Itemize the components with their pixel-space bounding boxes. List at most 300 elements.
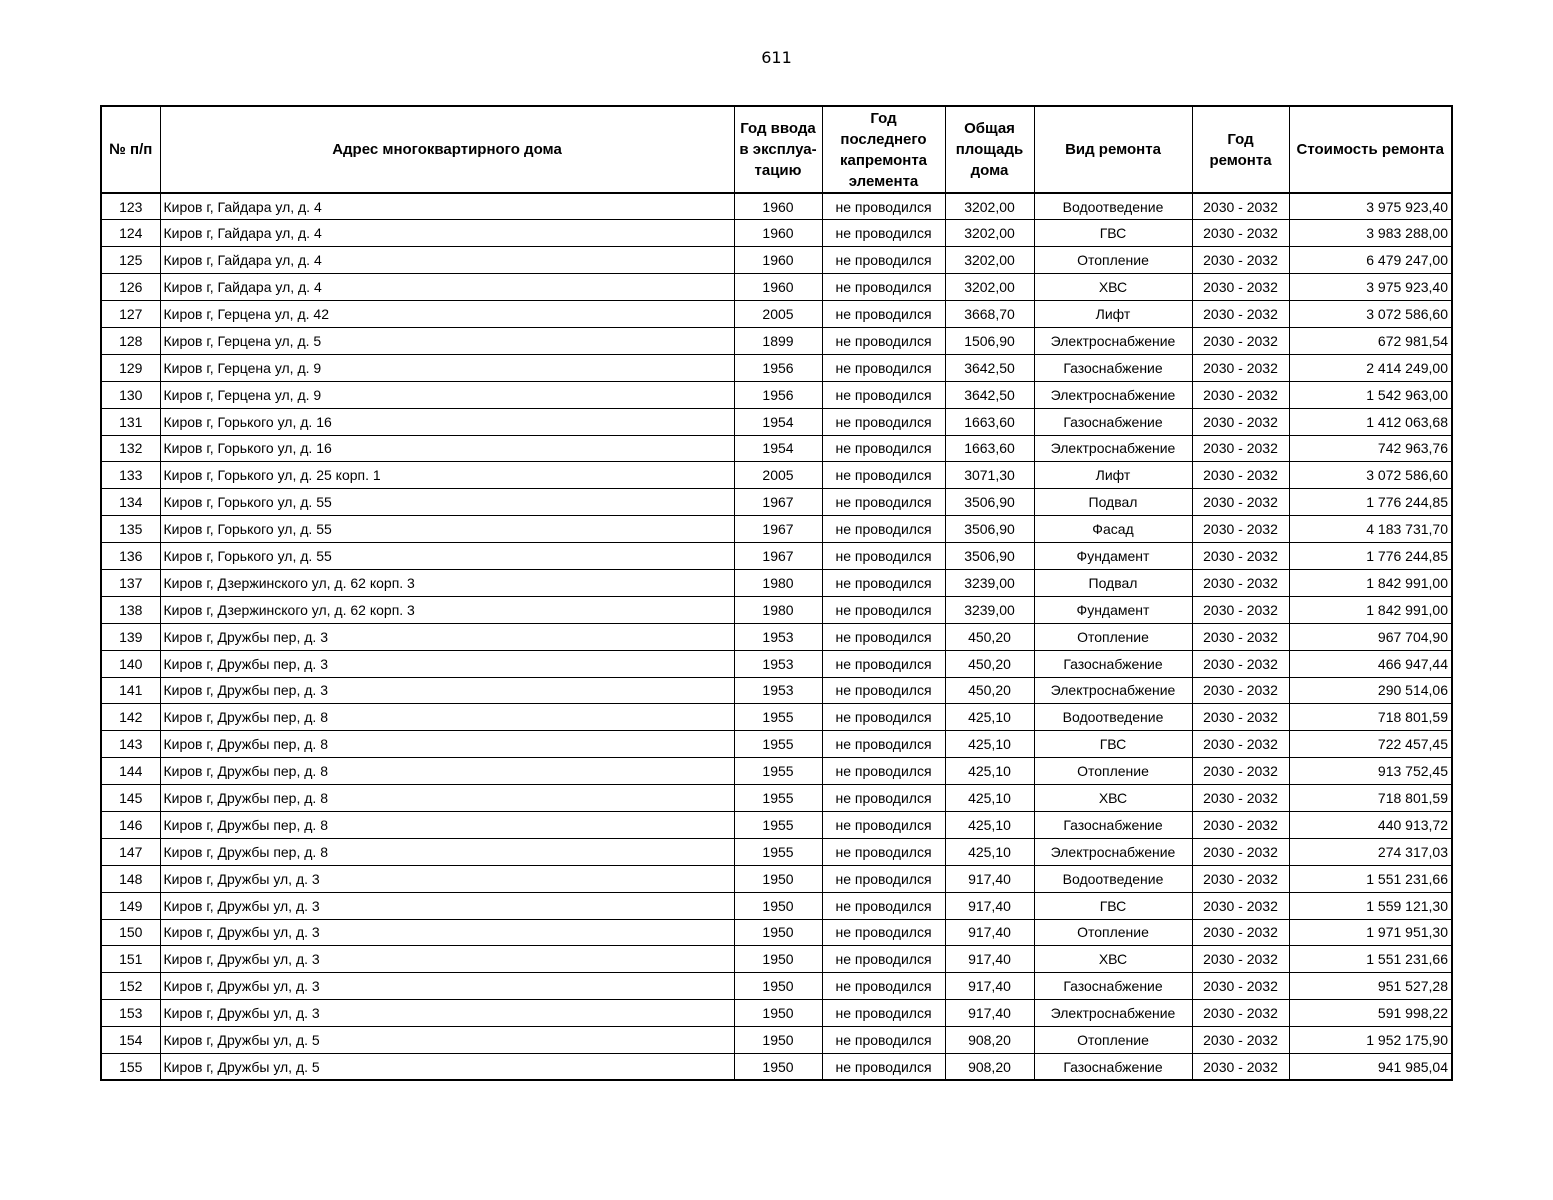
- cell-address: Киров г, Гайдара ул, д. 4: [160, 193, 734, 220]
- cell-num: 124: [101, 220, 160, 247]
- cell-num: 134: [101, 489, 160, 516]
- cell-last-repair: не проводился: [822, 327, 945, 354]
- cell-repair-year: 2030 - 2032: [1192, 785, 1289, 812]
- repair-schedule-table: [100, 105, 1453, 1081]
- cell-num: 125: [101, 247, 160, 274]
- cell-repair-type: Газоснабжение: [1034, 811, 1192, 838]
- cell-area: 450,20: [945, 623, 1034, 650]
- cell-address: Киров г, Дружбы ул, д. 3: [160, 946, 734, 973]
- cell-year-built: 1953: [734, 677, 822, 704]
- table-row: [101, 946, 1452, 973]
- cell-year-built: 1950: [734, 1027, 822, 1054]
- cell-area: 3668,70: [945, 301, 1034, 328]
- cell-num: 140: [101, 650, 160, 677]
- cell-repair-year: 2030 - 2032: [1192, 865, 1289, 892]
- cell-area: 425,10: [945, 838, 1034, 865]
- table-row: [101, 1027, 1452, 1054]
- cell-num: 149: [101, 892, 160, 919]
- cell-repair-type: Электроснабжение: [1034, 327, 1192, 354]
- cell-repair-year: 2030 - 2032: [1192, 543, 1289, 570]
- cell-year-built: 1950: [734, 946, 822, 973]
- table-body: [101, 193, 1452, 1080]
- cell-cost: 1 551 231,66: [1289, 946, 1452, 973]
- cell-cost: 951 527,28: [1289, 973, 1452, 1000]
- cell-repair-year: 2030 - 2032: [1192, 973, 1289, 1000]
- cell-address: Киров г, Дружбы ул, д. 3: [160, 973, 734, 1000]
- cell-area: 917,40: [945, 892, 1034, 919]
- cell-cost: 466 947,44: [1289, 650, 1452, 677]
- cell-last-repair: не проводился: [822, 381, 945, 408]
- cell-year-built: 1955: [734, 758, 822, 785]
- cell-year-built: 1967: [734, 489, 822, 516]
- cell-last-repair: не проводился: [822, 596, 945, 623]
- cell-area: 3506,90: [945, 516, 1034, 543]
- cell-address: Киров г, Дзержинского ул, д. 62 корп. 3: [160, 596, 734, 623]
- cell-year-built: 1955: [734, 785, 822, 812]
- cell-last-repair: не проводился: [822, 569, 945, 596]
- table-row: [101, 327, 1452, 354]
- cell-repair-type: ГВС: [1034, 220, 1192, 247]
- cell-repair-type: ХВС: [1034, 785, 1192, 812]
- cell-repair-year: 2030 - 2032: [1192, 919, 1289, 946]
- cell-year-built: 1956: [734, 381, 822, 408]
- cell-cost: 1 412 063,68: [1289, 408, 1452, 435]
- cell-area: 3642,50: [945, 354, 1034, 381]
- cell-repair-type: Электроснабжение: [1034, 677, 1192, 704]
- table-row: [101, 408, 1452, 435]
- cell-num: 139: [101, 623, 160, 650]
- cell-last-repair: не проводился: [822, 650, 945, 677]
- cell-address: Киров г, Дружбы пер, д. 8: [160, 758, 734, 785]
- cell-cost: 1 971 951,30: [1289, 919, 1452, 946]
- cell-repair-type: Отопление: [1034, 919, 1192, 946]
- cell-year-built: 1960: [734, 274, 822, 301]
- cell-num: 123: [101, 193, 160, 220]
- table-row: [101, 301, 1452, 328]
- table-row: [101, 731, 1452, 758]
- cell-area: 917,40: [945, 946, 1034, 973]
- cell-repair-type: Газоснабжение: [1034, 650, 1192, 677]
- cell-year-built: 1950: [734, 973, 822, 1000]
- cell-area: 425,10: [945, 758, 1034, 785]
- cell-address: Киров г, Герцена ул, д. 9: [160, 354, 734, 381]
- table-row: [101, 516, 1452, 543]
- cell-num: 127: [101, 301, 160, 328]
- cell-cost: 1 776 244,85: [1289, 489, 1452, 516]
- cell-area: 1663,60: [945, 408, 1034, 435]
- cell-last-repair: не проводился: [822, 354, 945, 381]
- cell-repair-type: Газоснабжение: [1034, 408, 1192, 435]
- cell-num: 137: [101, 569, 160, 596]
- cell-year-built: 1899: [734, 327, 822, 354]
- cell-area: 3239,00: [945, 596, 1034, 623]
- table-header: [101, 106, 1452, 193]
- cell-cost: 591 998,22: [1289, 1000, 1452, 1027]
- cell-address: Киров г, Дружбы пер, д. 8: [160, 731, 734, 758]
- cell-last-repair: не проводился: [822, 408, 945, 435]
- cell-year-built: 1955: [734, 704, 822, 731]
- header-year-built: Год ввода в эксплуа-тацию: [734, 106, 822, 193]
- cell-last-repair: не проводился: [822, 758, 945, 785]
- table-row: [101, 1054, 1452, 1081]
- cell-num: 133: [101, 462, 160, 489]
- cell-last-repair: не проводился: [822, 462, 945, 489]
- cell-repair-year: 2030 - 2032: [1192, 1000, 1289, 1027]
- cell-cost: 1 542 963,00: [1289, 381, 1452, 408]
- cell-address: Киров г, Дружбы ул, д. 3: [160, 919, 734, 946]
- cell-repair-type: Водоотведение: [1034, 865, 1192, 892]
- cell-repair-type: Электроснабжение: [1034, 381, 1192, 408]
- cell-repair-type: Лифт: [1034, 301, 1192, 328]
- table-row: [101, 462, 1452, 489]
- cell-last-repair: не проводился: [822, 838, 945, 865]
- cell-area: 917,40: [945, 865, 1034, 892]
- cell-address: Киров г, Дружбы пер, д. 3: [160, 650, 734, 677]
- cell-address: Киров г, Дружбы ул, д. 3: [160, 892, 734, 919]
- cell-num: 142: [101, 704, 160, 731]
- cell-repair-type: ГВС: [1034, 731, 1192, 758]
- cell-area: 450,20: [945, 650, 1034, 677]
- cell-repair-type: Подвал: [1034, 489, 1192, 516]
- cell-repair-type: Газоснабжение: [1034, 973, 1192, 1000]
- cell-last-repair: не проводился: [822, 785, 945, 812]
- cell-repair-year: 2030 - 2032: [1192, 354, 1289, 381]
- table-row: [101, 838, 1452, 865]
- cell-address: Киров г, Дружбы пер, д. 8: [160, 838, 734, 865]
- cell-repair-year: 2030 - 2032: [1192, 650, 1289, 677]
- cell-repair-type: Электроснабжение: [1034, 1000, 1192, 1027]
- cell-year-built: 1967: [734, 543, 822, 570]
- cell-year-built: 1950: [734, 892, 822, 919]
- cell-cost: 672 981,54: [1289, 327, 1452, 354]
- cell-address: Киров г, Горького ул, д. 25 корп. 1: [160, 462, 734, 489]
- cell-num: 130: [101, 381, 160, 408]
- cell-repair-type: Электроснабжение: [1034, 838, 1192, 865]
- cell-num: 136: [101, 543, 160, 570]
- cell-year-built: 1955: [734, 811, 822, 838]
- header-repair-type: Вид ремонта: [1034, 106, 1192, 193]
- cell-repair-type: Электроснабжение: [1034, 435, 1192, 462]
- table-row: [101, 354, 1452, 381]
- cell-area: 3202,00: [945, 247, 1034, 274]
- cell-cost: 3 072 586,60: [1289, 462, 1452, 489]
- cell-last-repair: не проводился: [822, 919, 945, 946]
- cell-address: Киров г, Дружбы ул, д. 5: [160, 1054, 734, 1081]
- cell-repair-type: Отопление: [1034, 623, 1192, 650]
- cell-repair-type: Лифт: [1034, 462, 1192, 489]
- cell-year-built: 1960: [734, 193, 822, 220]
- cell-num: 151: [101, 946, 160, 973]
- cell-repair-type: Газоснабжение: [1034, 354, 1192, 381]
- cell-year-built: 1960: [734, 220, 822, 247]
- cell-num: 148: [101, 865, 160, 892]
- cell-cost: 967 704,90: [1289, 623, 1452, 650]
- cell-address: Киров г, Дружбы пер, д. 3: [160, 677, 734, 704]
- cell-cost: 1 551 231,66: [1289, 865, 1452, 892]
- cell-address: Киров г, Герцена ул, д. 5: [160, 327, 734, 354]
- cell-year-built: 1967: [734, 516, 822, 543]
- cell-cost: 290 514,06: [1289, 677, 1452, 704]
- cell-year-built: 1950: [734, 1000, 822, 1027]
- cell-repair-year: 2030 - 2032: [1192, 193, 1289, 220]
- cell-cost: 2 414 249,00: [1289, 354, 1452, 381]
- cell-repair-type: Водоотведение: [1034, 704, 1192, 731]
- cell-repair-year: 2030 - 2032: [1192, 946, 1289, 973]
- cell-repair-year: 2030 - 2032: [1192, 327, 1289, 354]
- cell-repair-type: Фасад: [1034, 516, 1192, 543]
- cell-cost: 3 072 586,60: [1289, 301, 1452, 328]
- cell-num: 147: [101, 838, 160, 865]
- cell-area: 425,10: [945, 811, 1034, 838]
- cell-cost: 718 801,59: [1289, 785, 1452, 812]
- cell-last-repair: не проводился: [822, 704, 945, 731]
- cell-repair-type: Отопление: [1034, 758, 1192, 785]
- cell-repair-year: 2030 - 2032: [1192, 408, 1289, 435]
- cell-repair-year: 2030 - 2032: [1192, 435, 1289, 462]
- table-row: [101, 435, 1452, 462]
- table-row: [101, 193, 1452, 220]
- cell-area: 3506,90: [945, 489, 1034, 516]
- cell-cost: 941 985,04: [1289, 1054, 1452, 1081]
- cell-cost: 4 183 731,70: [1289, 516, 1452, 543]
- cell-address: Киров г, Гайдара ул, д. 4: [160, 274, 734, 301]
- cell-repair-year: 2030 - 2032: [1192, 381, 1289, 408]
- cell-repair-type: ХВС: [1034, 946, 1192, 973]
- cell-num: 146: [101, 811, 160, 838]
- cell-last-repair: не проводился: [822, 946, 945, 973]
- cell-cost: 440 913,72: [1289, 811, 1452, 838]
- cell-last-repair: не проводился: [822, 193, 945, 220]
- cell-num: 129: [101, 354, 160, 381]
- cell-area: 917,40: [945, 919, 1034, 946]
- cell-repair-year: 2030 - 2032: [1192, 596, 1289, 623]
- cell-cost: 274 317,03: [1289, 838, 1452, 865]
- cell-area: 3239,00: [945, 569, 1034, 596]
- table-row: [101, 973, 1452, 1000]
- cell-num: 138: [101, 596, 160, 623]
- header-row: [101, 106, 1452, 193]
- cell-cost: 3 975 923,40: [1289, 274, 1452, 301]
- header-cost: Стоимость ремонта: [1289, 106, 1452, 193]
- cell-year-built: 1953: [734, 650, 822, 677]
- cell-area: 3202,00: [945, 220, 1034, 247]
- cell-num: 135: [101, 516, 160, 543]
- cell-year-built: 1956: [734, 354, 822, 381]
- table-row: [101, 247, 1452, 274]
- cell-cost: 6 479 247,00: [1289, 247, 1452, 274]
- cell-last-repair: не проводился: [822, 301, 945, 328]
- page-number: 611: [761, 48, 792, 67]
- cell-last-repair: не проводился: [822, 516, 945, 543]
- cell-repair-year: 2030 - 2032: [1192, 623, 1289, 650]
- cell-repair-type: Отопление: [1034, 247, 1192, 274]
- table-row: [101, 220, 1452, 247]
- cell-address: Киров г, Герцена ул, д. 42: [160, 301, 734, 328]
- cell-num: 155: [101, 1054, 160, 1081]
- table-row: [101, 811, 1452, 838]
- cell-num: 153: [101, 1000, 160, 1027]
- table-row: [101, 704, 1452, 731]
- cell-year-built: 2005: [734, 462, 822, 489]
- cell-num: 150: [101, 919, 160, 946]
- cell-repair-year: 2030 - 2032: [1192, 1027, 1289, 1054]
- cell-cost: 722 457,45: [1289, 731, 1452, 758]
- cell-repair-year: 2030 - 2032: [1192, 274, 1289, 301]
- cell-repair-year: 2030 - 2032: [1192, 516, 1289, 543]
- cell-last-repair: не проводился: [822, 731, 945, 758]
- cell-cost: 718 801,59: [1289, 704, 1452, 731]
- cell-last-repair: не проводился: [822, 865, 945, 892]
- cell-last-repair: не проводился: [822, 1000, 945, 1027]
- table-row: [101, 623, 1452, 650]
- cell-address: Киров г, Дружбы пер, д. 3: [160, 623, 734, 650]
- cell-year-built: 1950: [734, 919, 822, 946]
- cell-cost: 742 963,76: [1289, 435, 1452, 462]
- cell-year-built: 1980: [734, 569, 822, 596]
- cell-area: 917,40: [945, 1000, 1034, 1027]
- cell-area: 425,10: [945, 704, 1034, 731]
- cell-last-repair: не проводился: [822, 543, 945, 570]
- cell-repair-type: ХВС: [1034, 274, 1192, 301]
- cell-address: Киров г, Горького ул, д. 55: [160, 489, 734, 516]
- cell-address: Киров г, Дружбы ул, д. 5: [160, 1027, 734, 1054]
- cell-cost: 1 842 991,00: [1289, 569, 1452, 596]
- cell-repair-type: Отопление: [1034, 1027, 1192, 1054]
- cell-last-repair: не проводился: [822, 677, 945, 704]
- cell-address: Киров г, Горького ул, д. 16: [160, 408, 734, 435]
- cell-address: Киров г, Гайдара ул, д. 4: [160, 247, 734, 274]
- cell-repair-year: 2030 - 2032: [1192, 220, 1289, 247]
- cell-num: 132: [101, 435, 160, 462]
- cell-last-repair: не проводился: [822, 1027, 945, 1054]
- cell-address: Киров г, Горького ул, д. 55: [160, 543, 734, 570]
- cell-area: 3642,50: [945, 381, 1034, 408]
- cell-last-repair: не проводился: [822, 1054, 945, 1081]
- cell-repair-year: 2030 - 2032: [1192, 569, 1289, 596]
- cell-area: 917,40: [945, 973, 1034, 1000]
- cell-last-repair: не проводился: [822, 247, 945, 274]
- cell-repair-year: 2030 - 2032: [1192, 704, 1289, 731]
- cell-cost: 913 752,45: [1289, 758, 1452, 785]
- cell-last-repair: не проводился: [822, 811, 945, 838]
- cell-num: 144: [101, 758, 160, 785]
- table-row: [101, 865, 1452, 892]
- cell-last-repair: не проводился: [822, 435, 945, 462]
- table-row: [101, 919, 1452, 946]
- cell-num: 126: [101, 274, 160, 301]
- cell-last-repair: не проводился: [822, 973, 945, 1000]
- table-row: [101, 274, 1452, 301]
- table-row: [101, 569, 1452, 596]
- header-address: Адрес многоквартирного дома: [160, 106, 734, 193]
- cell-area: 450,20: [945, 677, 1034, 704]
- cell-address: Киров г, Дружбы пер, д. 8: [160, 811, 734, 838]
- cell-area: 908,20: [945, 1027, 1034, 1054]
- table-row: [101, 892, 1452, 919]
- table-row: [101, 543, 1452, 570]
- cell-area: 3202,00: [945, 193, 1034, 220]
- header-num: № п/п: [101, 106, 160, 193]
- cell-repair-year: 2030 - 2032: [1192, 811, 1289, 838]
- header-repair-year: Год ремонта: [1192, 106, 1289, 193]
- cell-address: Киров г, Горького ул, д. 16: [160, 435, 734, 462]
- cell-repair-type: Газоснабжение: [1034, 1054, 1192, 1081]
- cell-repair-year: 2030 - 2032: [1192, 247, 1289, 274]
- cell-cost: 3 983 288,00: [1289, 220, 1452, 247]
- cell-year-built: 1955: [734, 838, 822, 865]
- cell-area: 1663,60: [945, 435, 1034, 462]
- cell-address: Киров г, Дзержинского ул, д. 62 корп. 3: [160, 569, 734, 596]
- cell-repair-year: 2030 - 2032: [1192, 301, 1289, 328]
- cell-num: 131: [101, 408, 160, 435]
- cell-repair-year: 2030 - 2032: [1192, 731, 1289, 758]
- cell-address: Киров г, Горького ул, д. 55: [160, 516, 734, 543]
- cell-year-built: 1950: [734, 865, 822, 892]
- cell-repair-type: Подвал: [1034, 569, 1192, 596]
- cell-repair-type: Фундамент: [1034, 596, 1192, 623]
- cell-year-built: 2005: [734, 301, 822, 328]
- cell-area: 3202,00: [945, 274, 1034, 301]
- cell-area: 3071,30: [945, 462, 1034, 489]
- cell-year-built: 1954: [734, 408, 822, 435]
- cell-num: 143: [101, 731, 160, 758]
- cell-num: 154: [101, 1027, 160, 1054]
- cell-address: Киров г, Дружбы ул, д. 3: [160, 1000, 734, 1027]
- cell-last-repair: не проводился: [822, 220, 945, 247]
- table-row: [101, 489, 1452, 516]
- cell-last-repair: не проводился: [822, 892, 945, 919]
- cell-year-built: 1950: [734, 1054, 822, 1081]
- cell-cost: 1 952 175,90: [1289, 1027, 1452, 1054]
- cell-address: Киров г, Герцена ул, д. 9: [160, 381, 734, 408]
- cell-repair-year: 2030 - 2032: [1192, 892, 1289, 919]
- cell-address: Киров г, Дружбы пер, д. 8: [160, 704, 734, 731]
- cell-area: 3506,90: [945, 543, 1034, 570]
- table-row: [101, 758, 1452, 785]
- cell-repair-year: 2030 - 2032: [1192, 489, 1289, 516]
- table-row: [101, 596, 1452, 623]
- cell-repair-year: 2030 - 2032: [1192, 1054, 1289, 1081]
- table-row: [101, 381, 1452, 408]
- cell-repair-year: 2030 - 2032: [1192, 838, 1289, 865]
- table-row: [101, 785, 1452, 812]
- cell-address: Киров г, Гайдара ул, д. 4: [160, 220, 734, 247]
- cell-cost: 1 776 244,85: [1289, 543, 1452, 570]
- cell-cost: 3 975 923,40: [1289, 193, 1452, 220]
- cell-area: 1506,90: [945, 327, 1034, 354]
- header-last-repair: Год последнего капремонта элемента: [822, 106, 945, 193]
- header-area: Общая площадь дома: [945, 106, 1034, 193]
- cell-last-repair: не проводился: [822, 489, 945, 516]
- cell-address: Киров г, Дружбы пер, д. 8: [160, 785, 734, 812]
- cell-area: 908,20: [945, 1054, 1034, 1081]
- cell-address: Киров г, Дружбы ул, д. 3: [160, 865, 734, 892]
- table-row: [101, 1000, 1452, 1027]
- cell-cost: 1 559 121,30: [1289, 892, 1452, 919]
- cell-last-repair: не проводился: [822, 623, 945, 650]
- cell-last-repair: не проводился: [822, 274, 945, 301]
- cell-area: 425,10: [945, 731, 1034, 758]
- cell-num: 145: [101, 785, 160, 812]
- table-row: [101, 650, 1452, 677]
- cell-year-built: 1954: [734, 435, 822, 462]
- cell-repair-type: Водоотведение: [1034, 193, 1192, 220]
- cell-repair-year: 2030 - 2032: [1192, 677, 1289, 704]
- cell-num: 152: [101, 973, 160, 1000]
- cell-year-built: 1980: [734, 596, 822, 623]
- cell-year-built: 1955: [734, 731, 822, 758]
- cell-year-built: 1953: [734, 623, 822, 650]
